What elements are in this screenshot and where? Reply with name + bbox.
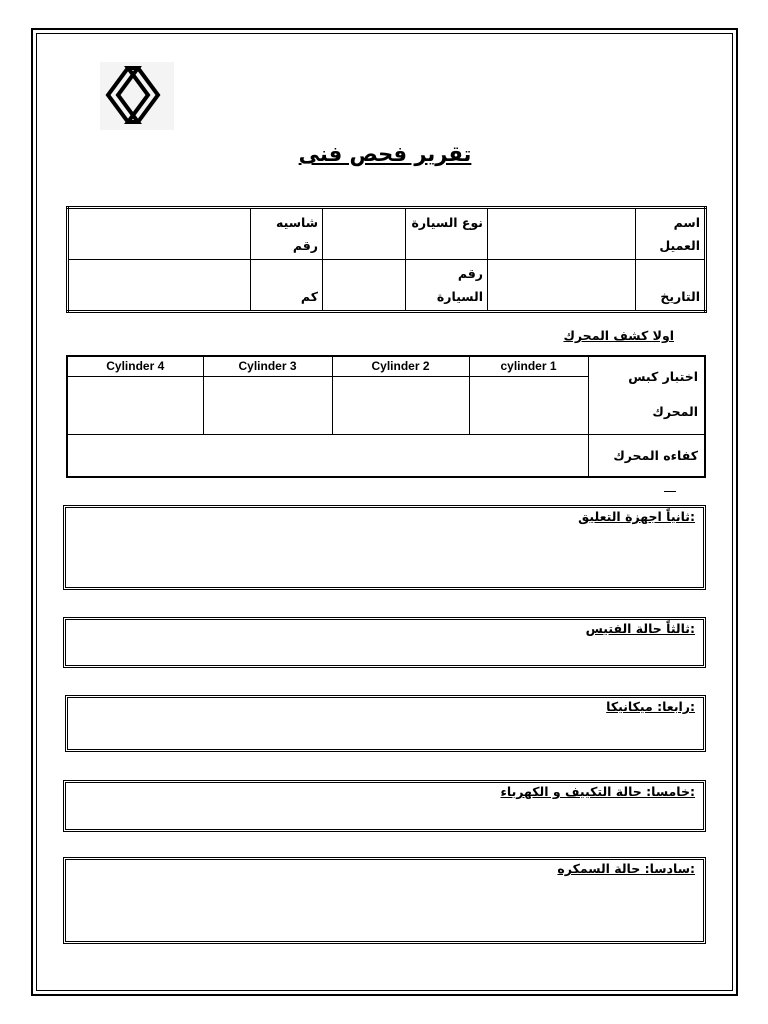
- bodywork-section[interactable]: [63, 857, 706, 944]
- cylinder-4-value[interactable]: [67, 376, 203, 434]
- date-field[interactable]: [488, 260, 636, 312]
- km-label: كم: [251, 260, 323, 312]
- cylinder-3-value[interactable]: [203, 376, 332, 434]
- engine-inspection-table: [66, 355, 706, 478]
- ac-electrical-section-title: :خامسا: حالة التكييف و الكهرباء: [500, 784, 695, 799]
- customer-info-table: [66, 206, 707, 313]
- chassis-number-label: شاسيه رقم: [251, 208, 323, 260]
- car-type-label: نوع السيارة: [406, 208, 488, 260]
- date-label: التاريخ: [636, 260, 706, 312]
- mechanics-section-title: :رابعا: ميكانيكا: [606, 699, 695, 714]
- report-title: تقرير فحص فنى: [298, 142, 472, 166]
- cylinder-1-header: cylinder 1: [469, 356, 588, 376]
- suspension-section[interactable]: [63, 505, 706, 590]
- engine-efficiency-label: كفاءه المحرك: [588, 435, 705, 477]
- car-number-field[interactable]: [323, 260, 406, 312]
- divider-dash: [664, 491, 676, 492]
- cylinder-2-value[interactable]: [332, 376, 469, 434]
- bodywork-section-title: :سادسا: حالة السمكره: [557, 861, 695, 876]
- customer-name-label: اسم العميل: [636, 208, 706, 260]
- gearbox-section[interactable]: [63, 617, 706, 668]
- customer-name-field[interactable]: [488, 208, 636, 260]
- cylinder-2-header: Cylinder 2: [332, 356, 469, 376]
- car-number-label: رقم السيارة: [406, 260, 488, 312]
- cylinder-3-header: Cylinder 3: [203, 356, 332, 376]
- mechanics-section[interactable]: [65, 695, 706, 752]
- suspension-section-title: :ثانياً اجهزة التعليق: [578, 509, 695, 524]
- car-type-field[interactable]: [323, 208, 406, 260]
- engine-efficiency-field[interactable]: [67, 435, 588, 477]
- ac-electrical-section[interactable]: [63, 780, 706, 832]
- cylinder-1-value[interactable]: [469, 376, 588, 434]
- km-field[interactable]: [68, 260, 251, 312]
- cylinder-4-header: Cylinder 4: [67, 356, 203, 376]
- gearbox-section-title: :ثالثاً حالة الفتيس: [585, 621, 695, 636]
- engine-section-title: اولا كشف المحرك: [563, 328, 674, 343]
- renault-logo-icon: [100, 62, 174, 130]
- chassis-number-field[interactable]: [68, 208, 251, 260]
- compression-test-label: اختبار كبس المحرك: [588, 356, 705, 435]
